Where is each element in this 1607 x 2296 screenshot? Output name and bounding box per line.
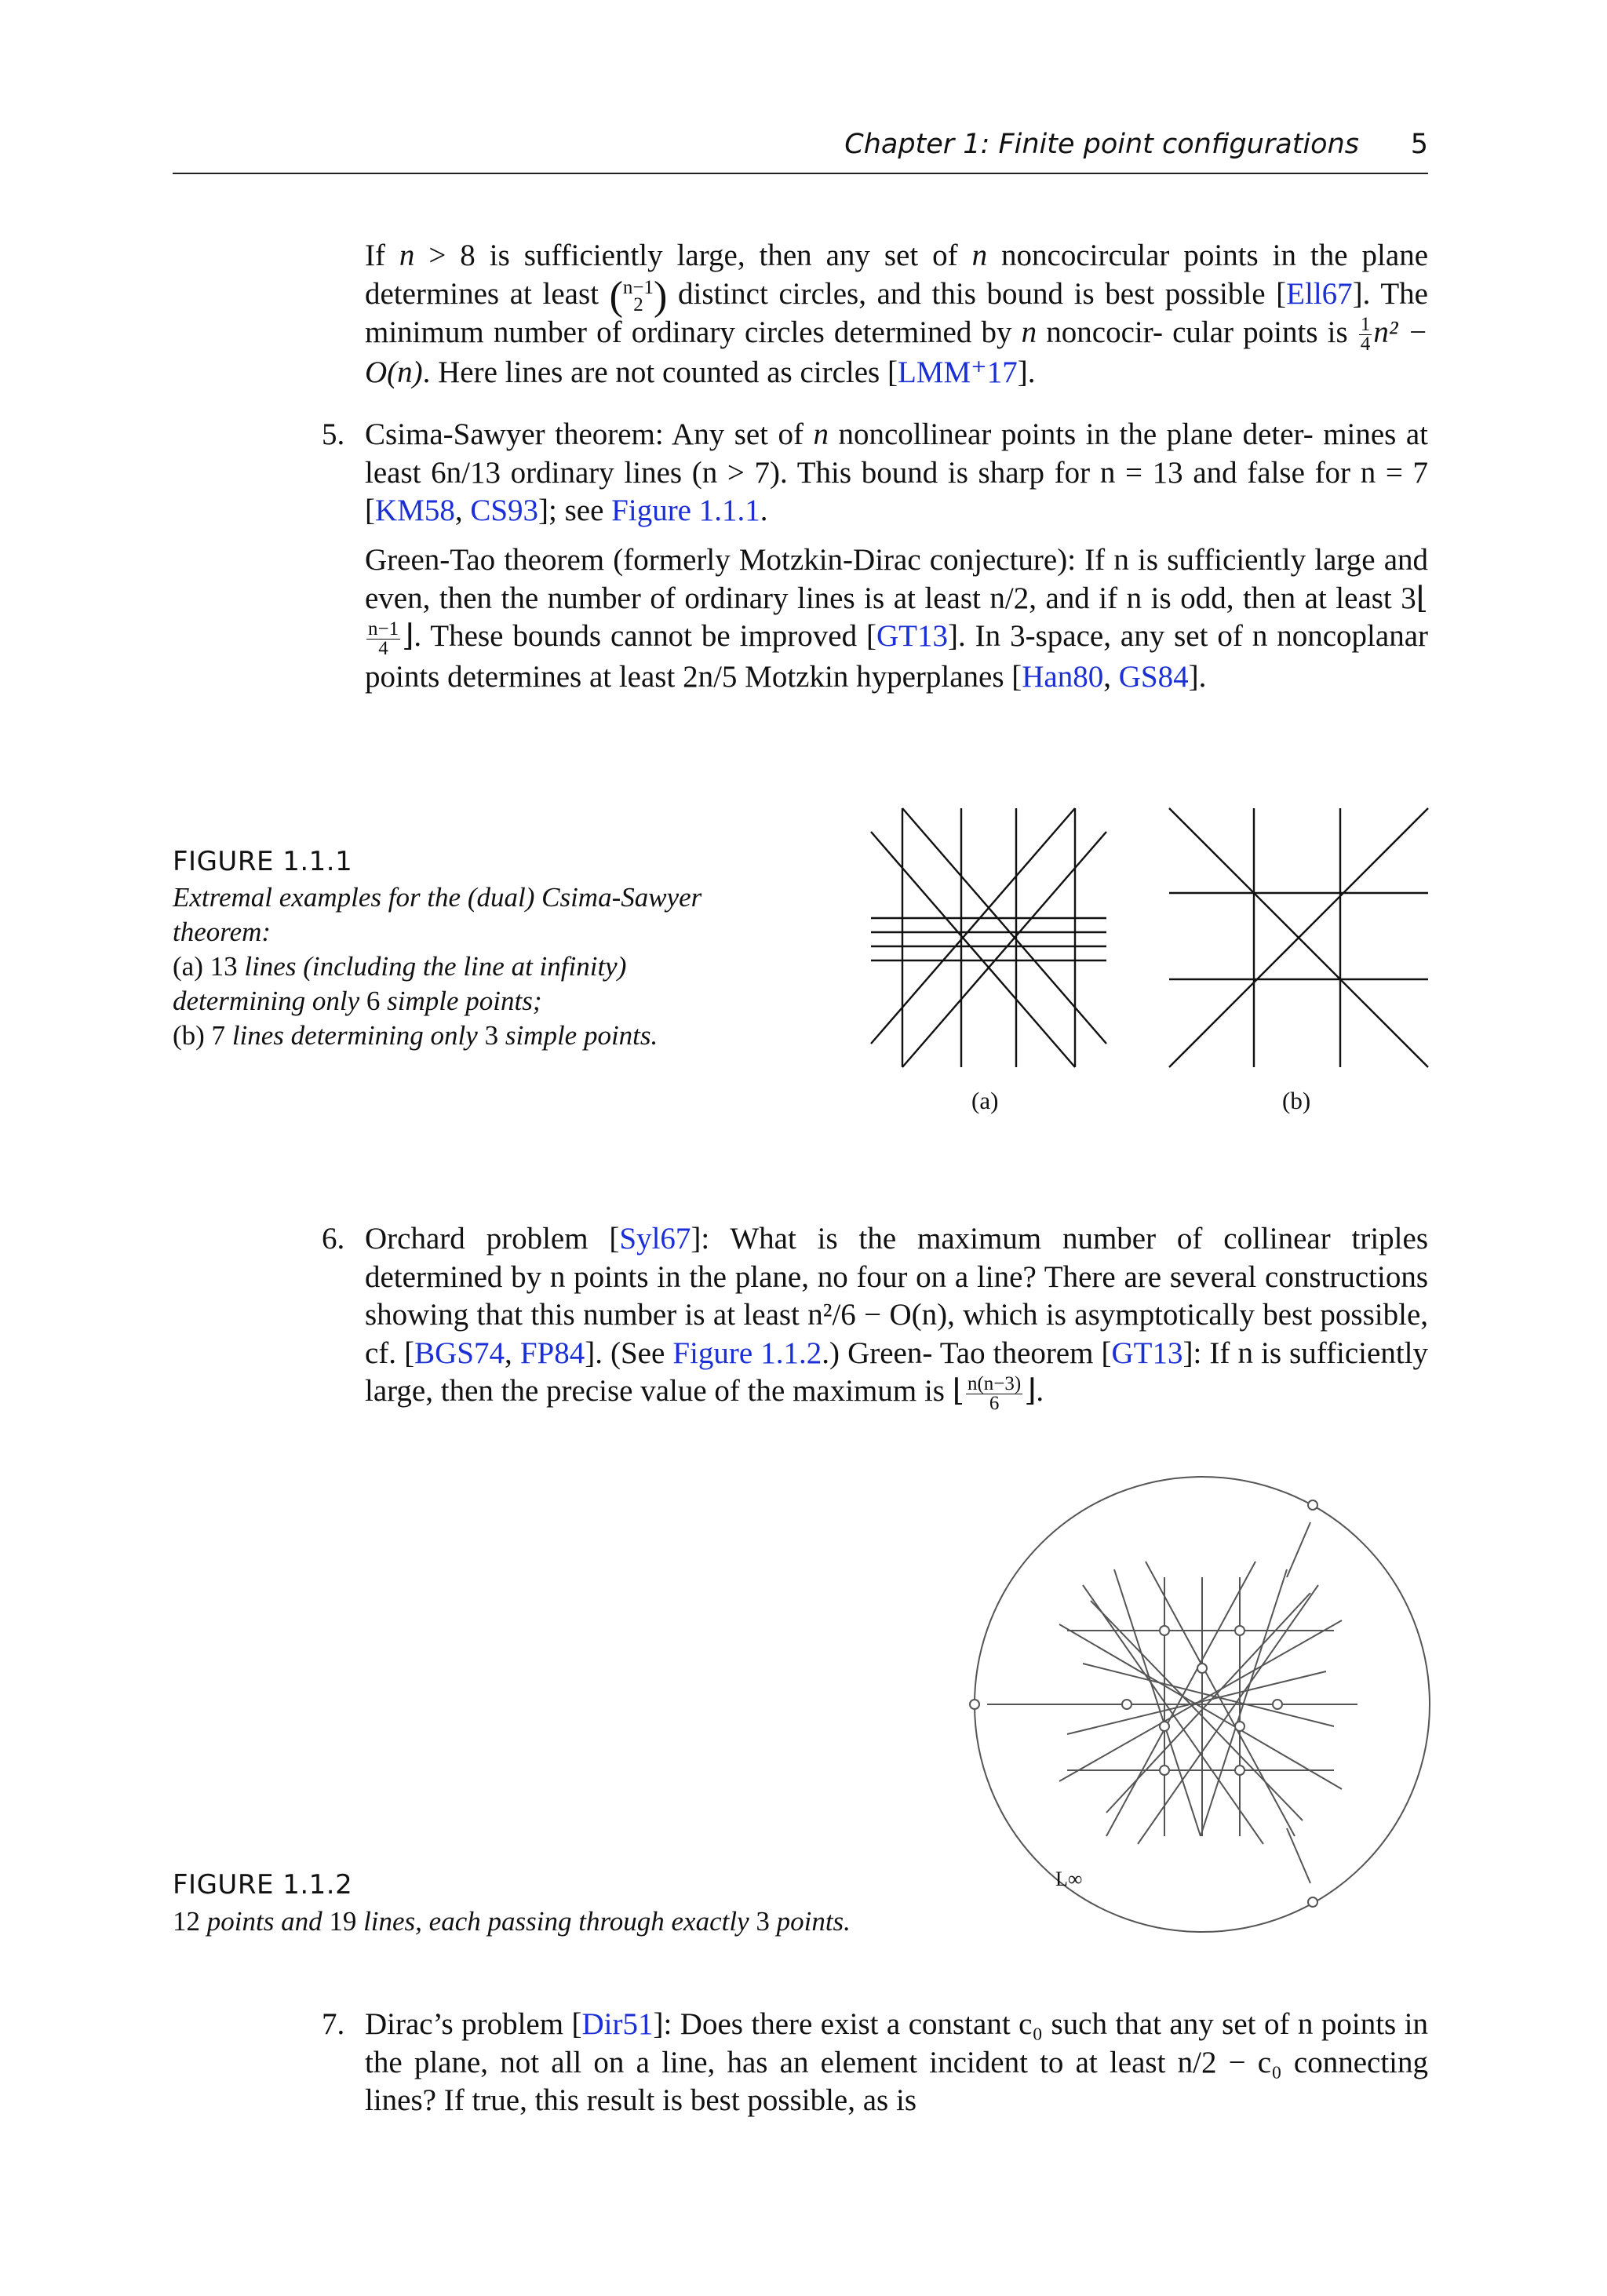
ref-km58[interactable]: KM58 — [375, 494, 455, 527]
item-number-5: 5. — [322, 417, 345, 451]
item-7-text: Dirac’s problem [Dir51]: Does there exist a constant c₀ such that any set of n points in the plane, not all on a line, has an element incident to at least n/2 − c₀ connecting lines? If true, this result is best possible, as is — [365, 2007, 1429, 2117]
line-at-infinity-label: L∞ — [1055, 1868, 1083, 1890]
fraction-n-minus-1-over-4: $\frac{n-1}{4}$ — [368, 618, 399, 659]
binomial: n−1 2 — [622, 276, 654, 315]
figure-link-1-1-2[interactable]: Figure 1.1.2 — [672, 1336, 822, 1370]
item-number-7: 7. — [322, 2007, 345, 2041]
ref-fp84[interactable]: FP84 — [519, 1336, 585, 1370]
fraction-n-n-minus-3-over-6: $\frac{n(n-3)}{6}$ — [967, 1372, 1022, 1414]
ref-gt13[interactable]: GT13 — [876, 619, 948, 653]
point-at-infinity — [970, 1700, 979, 1709]
line — [1059, 1620, 1342, 1781]
line — [1083, 1664, 1334, 1726]
ref-dir51[interactable]: Dir51 — [581, 2007, 654, 2041]
subfigure-label-a: (a) — [971, 1087, 999, 1114]
point — [1160, 1766, 1169, 1775]
item-5-text: Csima-Sawyer theorem: Any set of n noncollinear points in the plane deter- mines at least 6n/13 ordinary lines (n > 7). This bound is sharp for n = 13 and false for n = 7 [KM58, CS93]; see Figure 1.1.1. — [365, 417, 1429, 527]
ref-gs84[interactable]: GS84 — [1118, 659, 1189, 694]
figure-1-1-1-caption: Extremal examples for the (dual) Csima-Sawyer theorem: (a) 13 lines (including the line at infinity) determining only 6 simple points; (b) 7 lines determining only 3 simple points. — [173, 882, 702, 1051]
figure-1-1-2-label: FIGURE 1.1.2 — [173, 1869, 353, 1901]
ref-cs93[interactable]: CS93 — [470, 494, 539, 527]
point — [1122, 1700, 1131, 1709]
arrow — [1287, 1828, 1310, 1883]
page-number: 5 — [1410, 129, 1428, 160]
ref-lmm17[interactable]: LMM⁺17 — [897, 355, 1018, 390]
ref-syl67[interactable]: Syl67 — [619, 1222, 691, 1256]
point-at-infinity — [1308, 1897, 1317, 1907]
line — [1146, 1562, 1295, 1836]
line — [1059, 1624, 1342, 1789]
ref-bgs74[interactable]: BGS74 — [414, 1336, 505, 1370]
ref-han80[interactable]: Han80 — [1022, 659, 1104, 694]
fraction-quarter: $\frac{1}{4}$ — [1360, 314, 1371, 355]
ref-ell67[interactable]: Ell67 — [1286, 276, 1353, 311]
figure-link-1-1-1[interactable]: Figure 1.1.1 — [611, 494, 760, 527]
point — [1235, 1626, 1244, 1635]
point — [1273, 1700, 1282, 1709]
line — [1106, 1562, 1255, 1836]
ref-gt13-b[interactable]: GT13 — [1111, 1336, 1183, 1370]
figure-1-1-1-label: FIGURE 1.1.1 — [173, 846, 353, 877]
line — [1067, 1671, 1326, 1734]
point — [1197, 1664, 1207, 1673]
item-6-text: Orchard problem [Syl67]: What is the maximum number of collinear triples determined by n points in the plane, no four on a line? There are several constructions showing that this number is at least n²/6 − O(n), which is asymptotically best possible, cf. [BGS74, FP84]. (See Figure 1.1.2.) Green- Tao theorem [GT13]: If n is sufficiently large, then the precise value of the maximum is ⌊ $\frac{n(n-3)}{6}$ ⌋. — [365, 1222, 1429, 1414]
figure-1-1-1b-diagram — [1169, 808, 1428, 1067]
point — [1160, 1722, 1169, 1731]
figure-1-1-2-caption: 12 points and 19 lines, each passing through exactly 3 points. — [173, 1906, 851, 1937]
subfigure-label-b: (b) — [1282, 1087, 1311, 1114]
item-number-6: 6. — [322, 1222, 345, 1256]
arrow — [1287, 1522, 1310, 1577]
point — [1160, 1626, 1169, 1635]
figure-1-1-2-diagram — [965, 1467, 1436, 1938]
point — [1235, 1722, 1244, 1731]
chapter-title: Chapter 1: Finite point configurations — [844, 129, 1359, 160]
point-at-infinity — [1308, 1500, 1317, 1510]
point — [1235, 1766, 1244, 1775]
paragraph-noncocircular: If n > 8 is sufficiently large, then any set of n noncocircular points in the plane determines at least ( n−1 2 ) distinct circles, and this bound is best possible [Ell67]. The minimum number of ordinary circles determined by n noncocir- cular points is $\frac{1}{4}$ n² − O(n). Here lines are not counted as circles [LMM⁺17]. — [365, 239, 1429, 390]
green-tao-paragraph: Green-Tao theorem (formerly Motzkin-Dirac conjecture): If n is sufficiently large and even, then the number of ordinary lines is at least n/2, and if n is odd, then at least 3⌊ $\frac{n-1}{4}$ ⌋. These bounds cannot be improved [GT13]. In 3-space, any set of n noncoplanar points determines at least 2n/5 Motzkin hyperplanes [Han80, GS84]. — [365, 543, 1429, 694]
running-header — [173, 126, 1428, 174]
figure-1-1-1a-diagram — [871, 808, 1106, 1067]
